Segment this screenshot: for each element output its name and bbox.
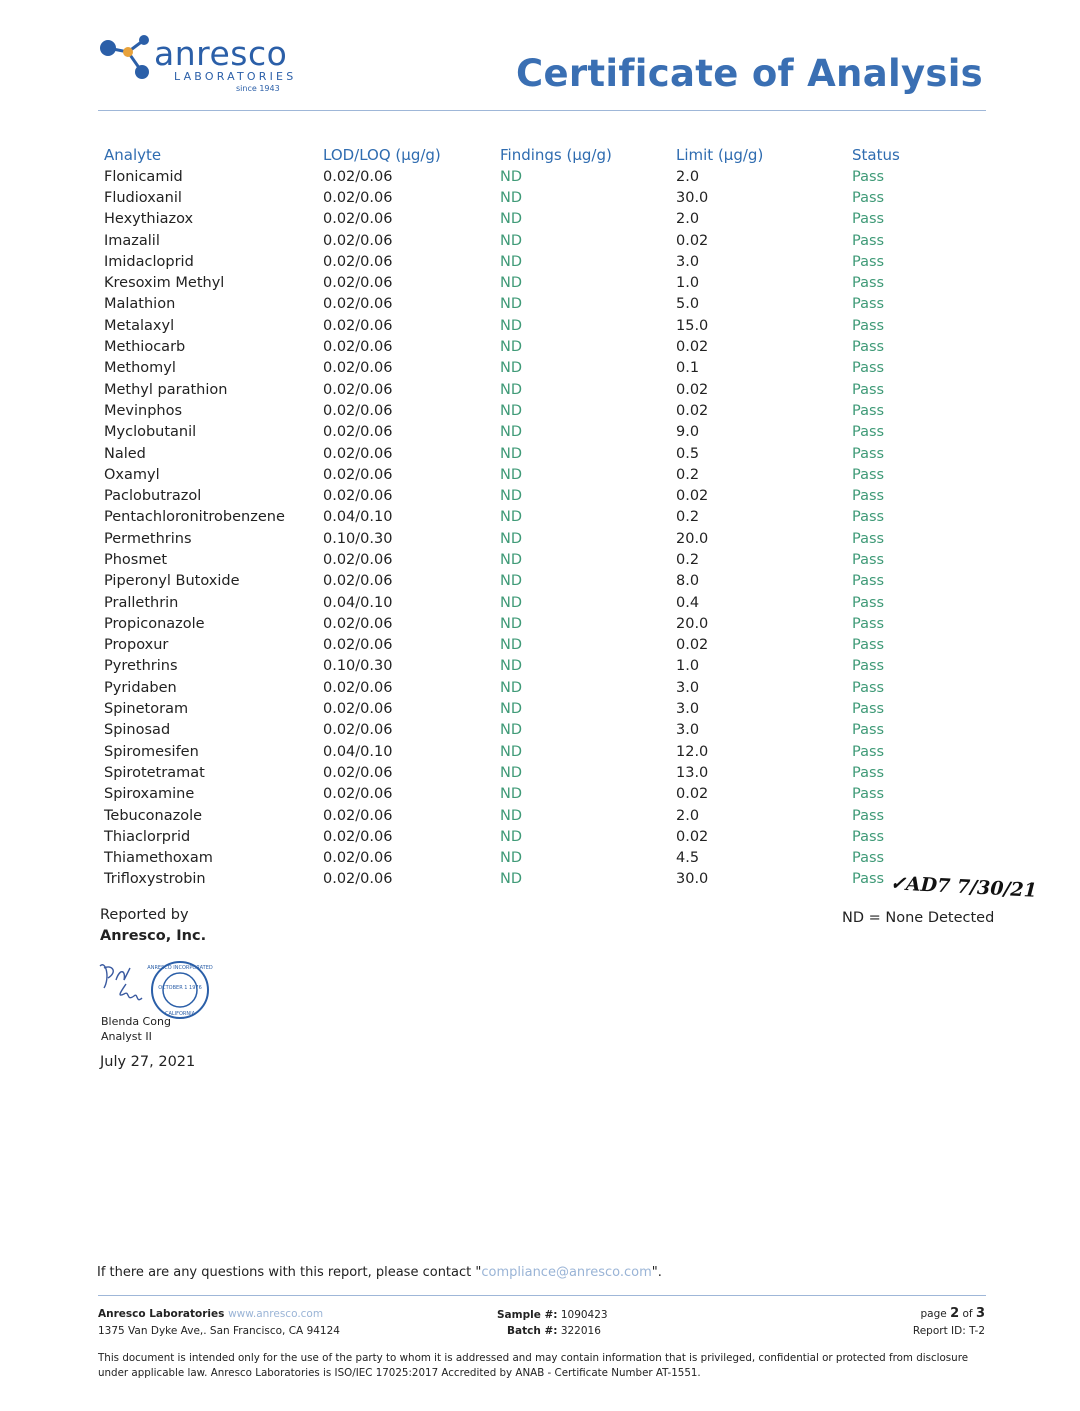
table-row — [98, 422, 982, 443]
lod-loq-cell: 0.02/0.06 — [323, 275, 393, 292]
reported-by-label: Reported by — [100, 907, 189, 923]
footer-lab — [98, 1308, 323, 1320]
batch-label: Batch #: — [507, 1325, 558, 1337]
contact-prefix: If there are any questions with this report, please contact " — [97, 1265, 482, 1280]
analyte-cell: Spinetoram — [104, 701, 189, 718]
analyte-cell: Methyl parathion — [104, 381, 228, 398]
limit-cell: 0.02 — [676, 488, 709, 505]
limit-cell: 0.02 — [676, 786, 709, 803]
analyte-cell: Propoxur — [104, 637, 169, 654]
lod-loq-cell: 0.02/0.06 — [323, 573, 393, 590]
limit-cell: 15.0 — [676, 317, 709, 334]
company-logo — [98, 34, 328, 100]
footer-lab-name: Anresco Laboratories — [98, 1308, 225, 1320]
table-row — [98, 485, 982, 506]
sample-label: Sample #: — [497, 1309, 558, 1321]
table-header-row — [98, 144, 982, 166]
lod-loq-cell: 0.02/0.06 — [323, 807, 393, 824]
status-cell: Pass — [852, 637, 885, 654]
findings-cell: ND — [500, 211, 523, 228]
status-cell: Pass — [852, 339, 885, 356]
batch-number: 322016 — [560, 1325, 601, 1337]
findings-cell: ND — [500, 701, 523, 718]
limit-cell: 20.0 — [676, 530, 709, 547]
limit-cell: 2.0 — [676, 211, 700, 228]
status-cell: Pass — [852, 764, 885, 781]
lod-loq-cell: 0.02/0.06 — [323, 701, 393, 718]
lod-loq-cell: 0.02/0.06 — [323, 253, 393, 270]
status-cell: Pass — [852, 360, 885, 377]
limit-cell: 0.4 — [676, 594, 700, 611]
findings-cell: ND — [500, 871, 523, 888]
lod-loq-cell: 0.02/0.06 — [323, 424, 393, 441]
column-header: Findings (µg/g) — [500, 146, 612, 164]
findings-cell: ND — [500, 232, 523, 249]
status-cell: Pass — [852, 871, 885, 888]
status-cell: Pass — [852, 488, 885, 505]
analyte-cell: Piperonyl Butoxide — [104, 573, 240, 590]
table-row — [98, 251, 982, 272]
findings-cell: ND — [500, 275, 523, 292]
analyte-cell: Kresoxim Methyl — [104, 275, 225, 292]
table-row — [98, 741, 982, 762]
footer-report-id: Report ID: T-2 — [912, 1325, 985, 1337]
analyte-cell: Imidacloprid — [104, 253, 194, 270]
limit-cell: 0.5 — [676, 445, 700, 462]
limit-cell: 0.1 — [676, 360, 700, 377]
table-row — [98, 166, 982, 187]
table-row — [98, 592, 982, 613]
lod-loq-cell: 0.02/0.06 — [323, 296, 393, 313]
status-cell: Pass — [852, 211, 885, 228]
limit-cell: 3.0 — [676, 253, 700, 270]
limit-cell: 5.0 — [676, 296, 700, 313]
status-cell: Pass — [852, 381, 885, 398]
logo-subtitle: LABORATORIES — [174, 70, 297, 83]
logo-name: anresco — [154, 34, 288, 73]
page-of: of — [962, 1308, 973, 1320]
company-seal-icon — [147, 962, 213, 1018]
lod-loq-cell: 0.02/0.06 — [323, 722, 393, 739]
sample-number: 1090423 — [560, 1309, 608, 1321]
findings-cell: ND — [500, 339, 523, 356]
table-row — [98, 379, 982, 400]
analyte-cell: Paclobutrazol — [104, 488, 202, 505]
limit-cell: 12.0 — [676, 743, 709, 760]
table-row — [98, 549, 982, 570]
findings-cell: ND — [500, 424, 523, 441]
table-row — [98, 358, 982, 379]
analyst-name: Blenda Cong — [101, 1015, 171, 1028]
page-title: Certificate of Analysis — [516, 52, 983, 95]
limit-cell: 3.0 — [676, 679, 700, 696]
limit-cell: 1.0 — [676, 658, 700, 675]
lod-loq-cell: 0.02/0.06 — [323, 232, 393, 249]
status-cell: Pass — [852, 573, 885, 590]
reporting-company: Anresco, Inc. — [100, 928, 207, 944]
status-cell: Pass — [852, 658, 885, 675]
page-total: 3 — [975, 1306, 985, 1321]
status-cell: Pass — [852, 828, 885, 845]
analyte-cell: Mevinphos — [104, 402, 183, 419]
column-header: Analyte — [104, 146, 162, 164]
status-cell: Pass — [852, 445, 885, 462]
stamp-center: OCTOBER 1 1976 — [158, 985, 202, 991]
analyte-cell: Propiconazole — [104, 615, 205, 632]
status-cell: Pass — [852, 466, 885, 483]
table-row — [98, 187, 982, 208]
analyte-cell: Methiocarb — [104, 339, 186, 356]
table-row — [98, 698, 982, 719]
limit-cell: 30.0 — [676, 189, 709, 206]
table-row — [98, 571, 982, 592]
analyte-cell: Spiroxamine — [104, 786, 195, 803]
footer-batch — [507, 1325, 601, 1337]
limit-cell: 3.0 — [676, 701, 700, 718]
status-cell: Pass — [852, 402, 885, 419]
report-date: July 27, 2021 — [100, 1054, 196, 1070]
findings-cell: ND — [500, 658, 523, 675]
limit-cell: 0.02 — [676, 828, 709, 845]
table-row — [98, 805, 982, 826]
status-cell: Pass — [852, 253, 885, 270]
status-cell: Pass — [852, 722, 885, 739]
analyte-cell: Myclobutanil — [104, 424, 197, 441]
lod-loq-cell: 0.02/0.06 — [323, 402, 393, 419]
analyte-cell: Pyridaben — [104, 679, 177, 696]
lod-loq-cell: 0.02/0.06 — [323, 615, 393, 632]
results-table — [98, 144, 982, 890]
table-row — [98, 613, 982, 634]
limit-cell: 0.2 — [676, 466, 700, 483]
limit-cell: 8.0 — [676, 573, 700, 590]
limit-cell: 13.0 — [676, 764, 709, 781]
limit-cell: 1.0 — [676, 275, 700, 292]
limit-cell: 0.02 — [676, 232, 709, 249]
findings-cell: ND — [500, 551, 523, 568]
analyte-cell: Malathion — [104, 296, 176, 313]
analyte-cell: Imazalil — [104, 232, 160, 249]
findings-cell: ND — [500, 296, 523, 313]
findings-cell: ND — [500, 743, 523, 760]
analyte-cell: Pyrethrins — [104, 658, 178, 675]
table-row — [98, 294, 982, 315]
analyst-role: Analyst II — [101, 1030, 152, 1043]
limit-cell: 4.5 — [676, 850, 700, 867]
lod-loq-cell: 0.02/0.06 — [323, 488, 393, 505]
analyte-cell: Pentachloronitrobenzene — [104, 509, 285, 526]
lod-loq-cell: 0.02/0.06 — [323, 317, 393, 334]
footer-divider — [98, 1295, 986, 1296]
lod-loq-cell: 0.02/0.06 — [323, 871, 393, 888]
table-row — [98, 209, 982, 230]
nd-legend: ND = None Detected — [842, 910, 995, 926]
table-row — [98, 443, 982, 464]
analyte-cell: Spinosad — [104, 722, 171, 739]
limit-cell: 0.2 — [676, 509, 700, 526]
analyte-cell: Metalaxyl — [104, 317, 175, 334]
findings-cell: ND — [500, 253, 523, 270]
findings-cell: ND — [500, 381, 523, 398]
stamp-bottom: CALIFORNIA — [164, 1011, 196, 1017]
status-cell: Pass — [852, 168, 885, 185]
analyte-cell: Flonicamid — [104, 168, 183, 185]
lod-loq-cell: 0.10/0.30 — [323, 658, 393, 675]
limit-cell: 2.0 — [676, 168, 700, 185]
table-row — [98, 635, 982, 656]
table-row — [98, 272, 982, 293]
status-cell: Pass — [852, 786, 885, 803]
findings-cell: ND — [500, 722, 523, 739]
lod-loq-cell: 0.10/0.30 — [323, 530, 393, 547]
lod-loq-cell: 0.02/0.06 — [323, 211, 393, 228]
table-row — [98, 869, 982, 890]
findings-cell: ND — [500, 637, 523, 654]
table-row — [98, 677, 982, 698]
status-cell: Pass — [852, 275, 885, 292]
analyte-cell: Naled — [104, 445, 146, 462]
findings-cell: ND — [500, 317, 523, 334]
disclaimer: This document is intended only for the use of the party to whom it is addressed and may contain information that is privileged, confidential or protected from disclosure under applicable law. Anresco Laboratories is ISO/IEC 17025:2017 Accredited by ANAB - Certificate Number AT-1551. — [98, 1352, 969, 1379]
limit-cell: 0.02 — [676, 339, 709, 356]
status-cell: Pass — [852, 530, 885, 547]
findings-cell: ND — [500, 402, 523, 419]
findings-cell: ND — [500, 679, 523, 696]
status-cell: Pass — [852, 594, 885, 611]
status-cell: Pass — [852, 615, 885, 632]
findings-cell: ND — [500, 807, 523, 824]
findings-cell: ND — [500, 850, 523, 867]
contact-email-link[interactable]: compliance@anresco.com — [481, 1265, 652, 1280]
limit-cell: 0.2 — [676, 551, 700, 568]
signature-icon — [100, 965, 142, 1000]
limit-cell: 3.0 — [676, 722, 700, 739]
table-row — [98, 826, 982, 847]
limit-cell: 30.0 — [676, 871, 709, 888]
table-row — [98, 464, 982, 485]
logo-since: since 1943 — [236, 84, 280, 93]
header-divider — [98, 110, 986, 111]
analyte-cell: Trifloxystrobin — [104, 871, 206, 888]
lod-loq-cell: 0.02/0.06 — [323, 850, 393, 867]
footer-page-number — [921, 1306, 985, 1321]
findings-cell: ND — [500, 360, 523, 377]
lod-loq-cell: 0.02/0.06 — [323, 679, 393, 696]
findings-cell: ND — [500, 445, 523, 462]
table-row — [98, 315, 982, 336]
lod-loq-cell: 0.04/0.10 — [323, 594, 393, 611]
analyte-cell: Tebuconazole — [104, 807, 203, 824]
table-row — [98, 336, 982, 357]
contact-line — [97, 1265, 662, 1280]
analyte-cell: Thiaclorprid — [104, 828, 191, 845]
lod-loq-cell: 0.02/0.06 — [323, 381, 393, 398]
analyte-cell: Prallethrin — [104, 594, 179, 611]
lod-loq-cell: 0.02/0.06 — [323, 764, 393, 781]
analyte-cell: Spirotetramat — [104, 764, 205, 781]
limit-cell: 9.0 — [676, 424, 700, 441]
page-label: page — [920, 1308, 947, 1320]
lod-loq-cell: 0.02/0.06 — [323, 168, 393, 185]
table-row — [98, 528, 982, 549]
lod-loq-cell: 0.04/0.10 — [323, 509, 393, 526]
findings-cell: ND — [500, 509, 523, 526]
stamp-top: ANRESCO INCORPORATED — [147, 965, 213, 971]
footer-address: 1375 Van Dyke Ave,. San Francisco, CA 94124 — [98, 1325, 340, 1337]
findings-cell: ND — [500, 615, 523, 632]
findings-cell: ND — [500, 530, 523, 547]
table-row — [98, 507, 982, 528]
analyte-cell: Thiamethoxam — [104, 850, 213, 867]
table-row — [98, 784, 982, 805]
column-header: Limit (µg/g) — [676, 146, 764, 164]
table-row — [98, 656, 982, 677]
lod-loq-cell: 0.02/0.06 — [323, 360, 393, 377]
status-cell: Pass — [852, 701, 885, 718]
analyte-cell: Permethrins — [104, 530, 192, 547]
lod-loq-cell: 0.02/0.06 — [323, 445, 393, 462]
findings-cell: ND — [500, 786, 523, 803]
column-header: LOD/LOQ (µg/g) — [323, 146, 441, 164]
lod-loq-cell: 0.02/0.06 — [323, 551, 393, 568]
table-row — [98, 230, 982, 251]
findings-cell: ND — [500, 573, 523, 590]
findings-cell: ND — [500, 466, 523, 483]
findings-cell: ND — [500, 488, 523, 505]
findings-cell: ND — [500, 189, 523, 206]
analyte-cell: Fludioxanil — [104, 189, 182, 206]
status-cell: Pass — [852, 743, 885, 760]
status-cell: Pass — [852, 232, 885, 249]
lod-loq-cell: 0.02/0.06 — [323, 466, 393, 483]
table-row — [98, 720, 982, 741]
status-cell: Pass — [852, 189, 885, 206]
limit-cell: 0.02 — [676, 637, 709, 654]
lod-loq-cell: 0.02/0.06 — [323, 339, 393, 356]
handwritten-initials: ✓AD7 7/30/21 — [889, 872, 1038, 902]
lod-loq-cell: 0.02/0.06 — [323, 637, 393, 654]
molecule-icon — [98, 34, 158, 84]
limit-cell: 0.02 — [676, 381, 709, 398]
limit-cell: 2.0 — [676, 807, 700, 824]
table-row — [98, 848, 982, 869]
lod-loq-cell: 0.02/0.06 — [323, 786, 393, 803]
table-row — [98, 762, 982, 783]
analyte-cell: Hexythiazox — [104, 211, 194, 228]
status-cell: Pass — [852, 317, 885, 334]
analyte-cell: Methomyl — [104, 360, 176, 377]
findings-cell: ND — [500, 594, 523, 611]
analyte-cell: Spiromesifen — [104, 743, 199, 760]
page-current: 2 — [950, 1306, 960, 1321]
limit-cell: 20.0 — [676, 615, 709, 632]
lod-loq-cell: 0.02/0.06 — [323, 828, 393, 845]
status-cell: Pass — [852, 509, 885, 526]
status-cell: Pass — [852, 551, 885, 568]
findings-cell: ND — [500, 764, 523, 781]
footer-sample — [497, 1309, 608, 1321]
status-cell: Pass — [852, 424, 885, 441]
status-cell: Pass — [852, 850, 885, 867]
findings-cell: ND — [500, 828, 523, 845]
status-cell: Pass — [852, 296, 885, 313]
analyte-cell: Oxamyl — [104, 466, 160, 483]
lod-loq-cell: 0.02/0.06 — [323, 189, 393, 206]
status-cell: Pass — [852, 807, 885, 824]
analyte-cell: Phosmet — [104, 551, 168, 568]
contact-suffix: ". — [651, 1265, 662, 1280]
footer-website-link[interactable]: www.anresco.com — [228, 1308, 324, 1320]
lod-loq-cell: 0.04/0.10 — [323, 743, 393, 760]
findings-cell: ND — [500, 168, 523, 185]
column-header: Status — [852, 146, 900, 164]
table-row — [98, 400, 982, 421]
status-cell: Pass — [852, 679, 885, 696]
limit-cell: 0.02 — [676, 402, 709, 419]
